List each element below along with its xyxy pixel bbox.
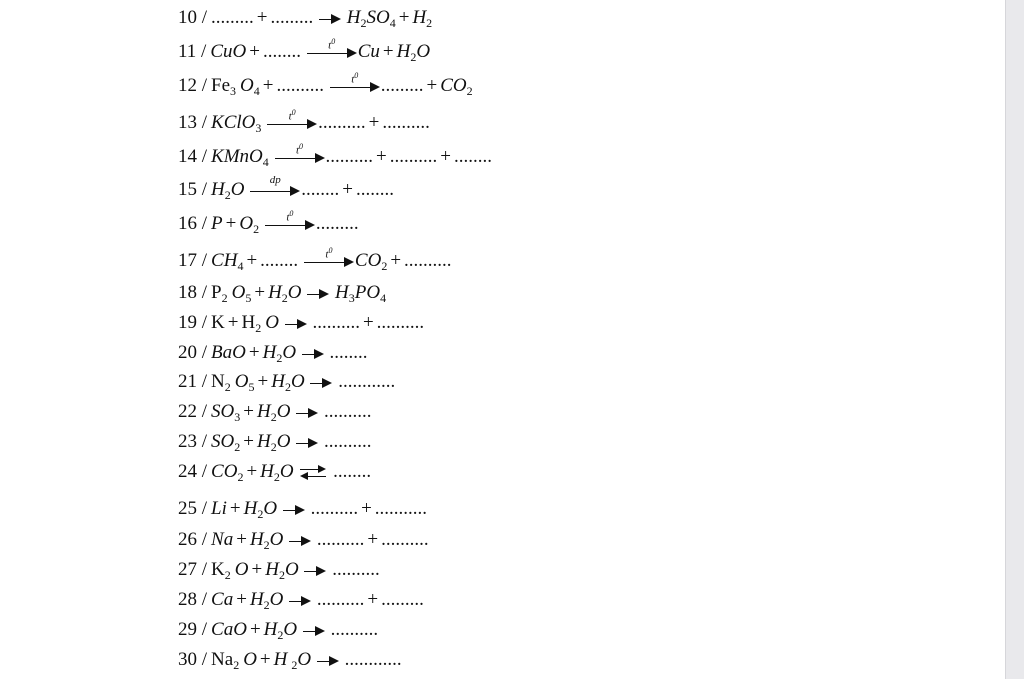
equation-18: $18 / P_2$ $O_5 + H_2O$ $H_3PO_4$: [178, 282, 387, 305]
equation-10: 10 / ......... + ......... $H_2SO_4 + H_2$: [178, 7, 433, 30]
equation-29: 29 / CaO + $H_2O$ ..........: [178, 619, 379, 642]
plus-sign: +: [256, 7, 268, 28]
reaction-arrow-icon: [289, 532, 311, 550]
equation-30: $30 / Na_2$ O + H $_2$O ............: [178, 649, 402, 672]
equation-26: $26 / Na + H_2O$ .......... + ..........: [178, 529, 429, 552]
equation-number: 27 /: [178, 559, 208, 580]
reaction-arrow-icon: [289, 592, 311, 610]
equation-21: $21 / N_2$ $O_5 + H_2O$ ............: [178, 371, 396, 394]
equation-number: 22 /: [178, 401, 208, 422]
equation-28: $28 / Ca + H_2O$ .......... + .........: [178, 589, 424, 612]
reaction-arrow-icon: [317, 652, 339, 670]
equation-number: 20 /: [178, 342, 208, 363]
electrolysis-arrow-icon: dp: [250, 182, 300, 200]
reaction-arrow-icon: [283, 501, 305, 519]
reaction-arrow-icon: [296, 434, 318, 452]
equation-number: 28 /: [178, 589, 208, 610]
equation-number: 13 /: [178, 112, 208, 133]
equation-19: $19 / K + H_2$ O .......... + ..........: [178, 312, 425, 335]
equation-17: $17 / CH_4$ + ........ $t^0$ $CO_2$ + ..........: [178, 245, 452, 273]
equation-23: $23 / SO_2 + H_2O$ ..........: [178, 431, 372, 454]
equation-number: 24 /: [178, 461, 208, 482]
equation-number: 26 /: [178, 529, 208, 550]
reaction-arrow-icon: [307, 285, 329, 303]
blank: .........: [211, 7, 254, 28]
equation-number: 25 /: [178, 498, 208, 519]
equation-number: 30 /: [178, 649, 208, 670]
equation-24: $24 / CO_2 + H_2O$ ........: [178, 461, 372, 484]
equation-number: 15 /: [178, 179, 208, 200]
equation-number: 18 /: [178, 282, 208, 303]
reaction-arrow-icon: [285, 315, 307, 333]
heat-arrow-icon: $t^0$: [275, 149, 325, 167]
equation-25: $25 / Li + H_2O$ .......... + ...........: [178, 498, 428, 521]
reaction-arrow-icon: [296, 404, 318, 422]
equation-number: 12 /: [178, 75, 208, 96]
heat-arrow-icon: $t^0$: [330, 78, 380, 96]
heat-arrow-icon: $t^0$: [267, 115, 317, 133]
equation-number: 21 /: [178, 371, 208, 392]
reaction-arrow-icon: [302, 345, 324, 363]
equation-number: 11 /: [178, 41, 207, 62]
reaction-arrow-icon: [319, 10, 341, 28]
equation-14: 14 / KMnO$_4$ $t^0$ .......... + .......... + ........: [178, 141, 492, 169]
reaction-arrow-icon: [303, 622, 325, 640]
equation-number: 14 /: [178, 146, 208, 167]
heat-arrow-icon: $t^0$: [265, 216, 315, 234]
equation-11: 11 / CuO + ........ $t^0$ $Cu + H_2O$: [178, 36, 431, 64]
heat-arrow-icon: $t^0$: [307, 44, 357, 62]
reversible-arrow-icon: [300, 464, 326, 482]
equation-number: 19 /: [178, 312, 208, 333]
reaction-arrow-icon: [310, 374, 332, 392]
equation-number: 17 /: [178, 250, 208, 271]
equation-number: 16 /: [178, 213, 208, 234]
equation-16: $16 / P + O_2$ $t^0$ .........: [178, 208, 359, 236]
equation-12: $12 / Fe_3$ $O_4$ + .......... $t^0$ ......... + $CO_2$: [178, 70, 473, 98]
page-edge-scrollbar[interactable]: [1005, 0, 1024, 679]
equation-13: 13 / KClO$_3$ $t^0$ .......... + ..........: [178, 107, 430, 135]
equation-number: 23 /: [178, 431, 208, 452]
equation-20: 20 / BaO + $H_2O$ ........: [178, 342, 368, 365]
equation-number: 29 /: [178, 619, 208, 640]
blank: .........: [270, 7, 314, 28]
equation-22: $22 / SO_3 + H_2O$ ..........: [178, 401, 372, 424]
equation-15: $15 / H_2O$ dp ........ + ........: [178, 173, 394, 202]
reaction-arrow-icon: [304, 562, 326, 580]
equation-number: 10 /: [178, 7, 208, 28]
equation-27: $27 / K_2$ $O + H_2O$ ..........: [178, 559, 380, 582]
heat-arrow-icon: $t^0$: [304, 253, 354, 271]
